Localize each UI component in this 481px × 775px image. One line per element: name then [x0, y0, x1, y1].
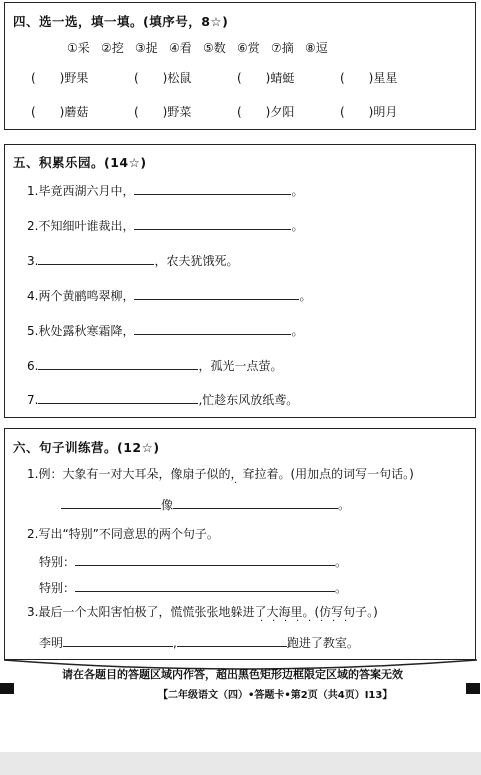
- q5-4-period: 。: [299, 289, 312, 303]
- section-6-box: [4, 428, 476, 660]
- q6-2: 2.写出“特别”不同意思的两个句子。: [27, 527, 219, 541]
- option-item: ①采: [67, 41, 90, 55]
- section-4-title: 四、选一选，填一填。(填序号，8☆): [13, 14, 229, 29]
- q5-5-blank[interactable]: [134, 322, 291, 335]
- fill-item[interactable]: ( )夕阳: [237, 105, 295, 119]
- fill-item[interactable]: ( )野果: [31, 71, 89, 85]
- q6-3-blank-1[interactable]: [63, 634, 173, 647]
- q6-2-label-2: 特别：: [39, 581, 76, 595]
- q5-4-text: 4.两个黄鹂鸣翠柳，: [27, 289, 135, 303]
- emphasis-dot: ·: [284, 616, 288, 627]
- q5-1-period: 。: [291, 184, 304, 198]
- option-item: ③捉: [135, 41, 158, 55]
- q5-1-blank[interactable]: [134, 182, 291, 195]
- fill-item[interactable]: ( )野菜: [134, 105, 192, 119]
- q6-3-answer: [39, 634, 359, 651]
- fill-item[interactable]: ( )蜻蜓: [237, 71, 295, 85]
- option-item: ②挖: [101, 41, 124, 55]
- q5-5-period: 。: [291, 324, 304, 338]
- q6-2-blank-1[interactable]: [75, 553, 335, 566]
- q5-6-blank[interactable]: [38, 357, 198, 370]
- q6-1-period: 。: [338, 498, 351, 512]
- q6-2-line-1: [39, 553, 347, 570]
- q5-3-text: ，农夫犹饿死。: [154, 254, 239, 268]
- section-5-title: 五、积累乐园。(14☆): [13, 155, 147, 170]
- option-item: ⑤数: [203, 41, 226, 55]
- q5-7-blank[interactable]: [38, 391, 198, 404]
- left-corner-mark: [0, 683, 14, 694]
- q5-6-text: ，孤光一点萤。: [198, 359, 283, 373]
- emphasis-dot: ·: [260, 616, 264, 627]
- q6-1-blank-a[interactable]: [61, 496, 161, 509]
- q6-3-tail: 跑进了教室。: [286, 636, 359, 650]
- fill-item[interactable]: ( )明月: [340, 105, 398, 119]
- q6-3: 3.最后一个太阳害怕极了，慌慌张张地躲进了大海里。(仿写句子。): [27, 605, 378, 619]
- emphasis-dot: ·: [234, 478, 238, 489]
- fill-item[interactable]: ( )星星: [340, 71, 398, 85]
- emphasis-dot: ·: [332, 616, 336, 627]
- q5-2-text: 2.不知细叶谁裁出，: [27, 219, 135, 233]
- q6-3-comma: ,: [173, 636, 177, 650]
- q5-6-num: 6.: [27, 359, 39, 373]
- q5-3: [27, 252, 238, 269]
- emphasis-dot: ·: [308, 616, 312, 627]
- section-4-box: [4, 2, 476, 130]
- q5-3-blank[interactable]: [38, 252, 154, 265]
- section-5-box: [4, 144, 476, 418]
- option-item: ⑧逗: [305, 41, 328, 55]
- emphasis-dot: ·: [272, 616, 276, 627]
- q5-4-blank[interactable]: [134, 287, 299, 300]
- q6-2-period-1: 。: [335, 555, 348, 569]
- emphasis-dot: ·: [296, 616, 300, 627]
- option-item: ④看: [169, 41, 192, 55]
- q5-3-num: 3.: [27, 254, 39, 268]
- emphasis-dot: ·: [320, 616, 324, 627]
- q6-2-label-1: 特别：: [39, 555, 76, 569]
- q6-1: 1.例：大象有一对大耳朵，像扇子似的，耷拉着。(用加点的词写一句话。): [27, 467, 414, 481]
- q5-6: [27, 357, 282, 374]
- page-info: 【二年级语文（四）•答题卡•第2页（共4页）I13】: [158, 690, 393, 701]
- fill-item[interactable]: ( )松鼠: [134, 71, 192, 85]
- bottom-gray-strip: [0, 752, 481, 775]
- section-6-title: 六、句子训练营。(12☆): [13, 440, 160, 455]
- boundary-warning: 请在各题目的答题区域内作答，超出黑色矩形边框限定区域的答案无效: [62, 668, 403, 681]
- q5-2: [27, 217, 303, 234]
- q5-4: [27, 287, 311, 304]
- q6-2-line-2: [39, 579, 347, 596]
- q6-1-blank-b[interactable]: [173, 496, 338, 509]
- q6-3-blank-2[interactable]: [177, 634, 287, 647]
- emphasis-dot: ·: [344, 616, 348, 627]
- q5-1: [27, 182, 303, 199]
- q5-2-period: 。: [291, 219, 304, 233]
- q5-7-text: ,忙趁东风放纸鸢。: [198, 393, 299, 407]
- right-corner-mark: [466, 683, 480, 694]
- q6-1-mid: 像: [161, 498, 174, 512]
- q6-2-period-2: 。: [335, 581, 348, 595]
- q5-2-blank[interactable]: [134, 217, 291, 230]
- option-item: ⑥赏: [237, 41, 260, 55]
- q5-7-num: 7.: [27, 393, 39, 407]
- option-item: ⑦摘: [271, 41, 294, 55]
- q5-5: [27, 322, 303, 339]
- q6-3-name: 李明: [39, 636, 64, 650]
- q5-5-text: 5.秋处露秋寒霜降，: [27, 324, 135, 338]
- fill-item[interactable]: ( )蘑菇: [31, 105, 89, 119]
- q5-1-text: 1.毕竟西湖六月中，: [27, 184, 135, 198]
- q6-1-answer: [61, 496, 350, 513]
- q6-2-blank-2[interactable]: [75, 579, 335, 592]
- q5-7: [27, 391, 298, 408]
